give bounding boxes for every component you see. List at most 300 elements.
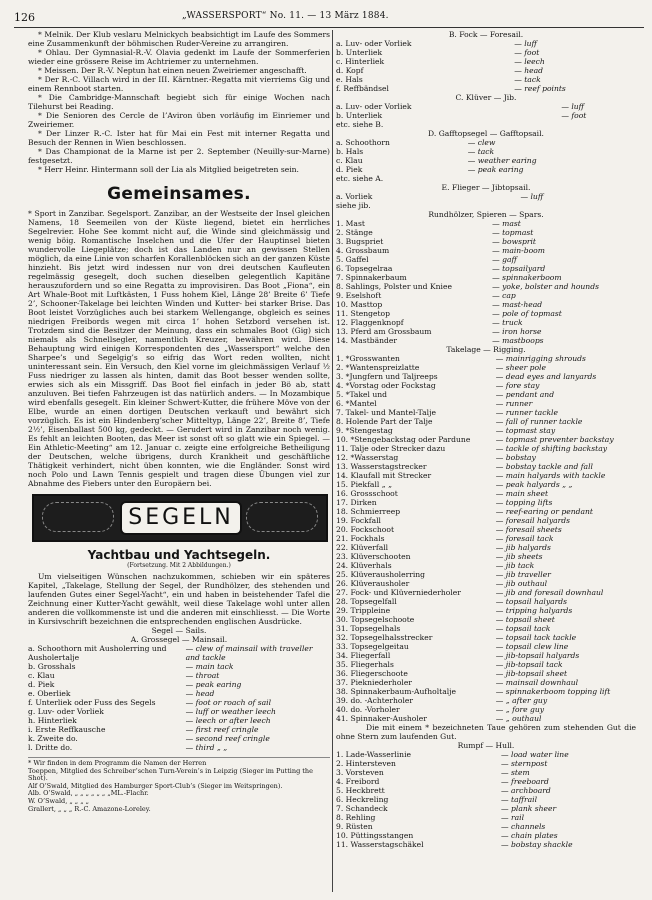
english-term: — runner: [495, 399, 533, 408]
glossary-row: [336, 192, 636, 201]
english-term: — jib-topsail tack: [495, 660, 563, 669]
german-term: 13. Wasserstagstrecker: [336, 462, 427, 471]
english-term: — peak earing: [185, 680, 242, 689]
glossary-row: [336, 795, 636, 804]
english-term: — jib-topsail sheet: [495, 669, 568, 678]
gemeinsames-heading: Gemeinsames.: [107, 184, 251, 204]
english-term: [468, 174, 636, 183]
english-term: — „ outhaul: [495, 714, 542, 723]
glossary-row: [336, 777, 636, 786]
glossary-row: [336, 822, 636, 831]
german-term: 7. Schandeck: [336, 804, 388, 813]
german-term: 40. do. -Vorholer: [336, 705, 400, 714]
german-term: f. Reffbändsel: [336, 84, 389, 93]
german-term: 9. Eselshoft: [336, 291, 382, 300]
german-term: 4. *Vorstag oder Fockstag: [336, 381, 436, 390]
glossary-row: [336, 606, 636, 615]
german-term: a. Schoothorn mit Ausholerring und: [28, 644, 167, 653]
glossary-row: [336, 300, 636, 309]
german-term: 8. Holende Part der Talje: [336, 417, 433, 426]
english-term: — pole of topmast: [492, 309, 562, 318]
news-note: * Die Senioren des Cercle de l’Aviron üben vorläufig im Einriemer und Zweiriemer.: [28, 111, 330, 129]
german-term: siehe jib.: [336, 201, 371, 210]
english-term: — yoke, bolster and hounds: [492, 282, 599, 291]
glossary-row: [336, 75, 636, 84]
german-term: 12. Flaggenknopf: [336, 318, 404, 327]
german-term: 37. Piekniederholer: [336, 678, 412, 687]
sails-heading: Segel — Sails.: [151, 626, 207, 635]
glossary-row: [336, 264, 636, 273]
german-term: etc. siehe A.: [336, 174, 384, 183]
glossary-row: [336, 651, 636, 660]
glossary-row: [336, 624, 636, 633]
rumpf-heading: Rumpf — Hull.: [457, 741, 515, 750]
english-term: — clew of mainsail with traveller: [185, 644, 313, 653]
english-term: — cap: [492, 291, 516, 300]
german-term: 3. *Jungfern und Taljreeps: [336, 372, 438, 381]
german-term: 23. Klüverschooten: [336, 552, 411, 561]
footnote-line: Toeppen, Mitglied des Schreiber’schen Turn-Verein’s in Leipzig (Sieger im Putting the Shot).: [28, 766, 313, 783]
glossary-row: [336, 273, 636, 282]
english-term: — freeboard: [501, 777, 549, 786]
german-term: 9. Rüsten: [336, 822, 373, 831]
glossary-row: [336, 426, 636, 435]
english-term: — „ fore guy: [495, 705, 545, 714]
german-term: etc. siehe B.: [336, 120, 384, 129]
fock-table: [336, 39, 636, 93]
glossary-row: [336, 399, 636, 408]
glossary-row: [336, 255, 636, 264]
german-term: 2. Hintersteven: [336, 759, 396, 768]
glossary-row: [28, 662, 330, 671]
german-term: b. Unterliek: [336, 48, 383, 57]
glossary-row: [336, 372, 636, 381]
german-term: 29. Trippleine: [336, 606, 391, 615]
glossary-row: [28, 689, 330, 698]
english-term: — main sheet: [495, 489, 549, 498]
fock-heading: B. Fock — Foresail.: [448, 30, 524, 39]
english-term: — bobstay tackle and fall: [495, 462, 593, 471]
english-term: — runner tackle: [495, 408, 558, 417]
gaff-heading: D. Gafftopsegel — Gafftopsail.: [428, 129, 544, 138]
german-term: a. Schoothorn: [336, 138, 390, 147]
german-term: Ausholertalje: [28, 653, 80, 662]
left-column: [28, 30, 330, 813]
english-term: — clew: [467, 138, 496, 147]
gaff-table: [336, 138, 636, 183]
english-term: — mainrigging shrouds: [495, 354, 586, 363]
german-term: d. Piek: [28, 680, 55, 689]
english-term: — tripping halyards: [495, 606, 573, 615]
german-term: 25. Klüverausholerring: [336, 570, 426, 579]
german-term: e. Hals: [336, 75, 363, 84]
footnote-line: * Wir finden in dem Programm die Namen der Herren: [28, 759, 207, 767]
german-term: a. Luv- oder Vorliek: [336, 102, 412, 111]
glossary-row: [336, 660, 636, 669]
german-term: 10. Masttop: [336, 300, 383, 309]
english-term: — second reef cringle: [185, 734, 270, 743]
news-note: * Ohlau. Der Gymnasial-R.-V. Olavia gedenkt im Laufe der Sommerferien wieder eine grössere Reise im Achtriemer zu unternehmen.: [28, 48, 330, 66]
german-term: 2. *Wantenspreizlatte: [336, 363, 420, 372]
glossary-row: [336, 597, 636, 606]
english-term: — jib outhaul: [495, 579, 548, 588]
glossary-row: [336, 111, 636, 120]
glossary-row: [336, 408, 636, 417]
german-term: c. Klau: [28, 671, 55, 680]
english-term: — main-boom: [492, 246, 545, 255]
glossary-row: [336, 219, 636, 228]
glossary-row: [336, 678, 636, 687]
german-term: 28. Topsegelfall: [336, 597, 397, 606]
glossary-row: [336, 615, 636, 624]
glossary-row: [336, 453, 636, 462]
german-term: 35. Fliegerhals: [336, 660, 394, 669]
yachtbau-title: Yachtbau und Yachtsegeln.: [87, 548, 271, 562]
rumpf-table: [336, 750, 636, 849]
header-rule: [14, 27, 644, 28]
english-term: — luff: [514, 39, 537, 48]
english-term: — tackle of shifting backstay: [495, 444, 608, 453]
english-term: — foresail halyards: [495, 516, 571, 525]
segeln-banner: [32, 494, 328, 542]
english-term: — leech or after leech: [185, 716, 271, 725]
english-term: — stem: [501, 768, 530, 777]
german-term: 11. Wasserstagschäkel: [336, 840, 424, 849]
english-term: — leech: [514, 57, 545, 66]
glossary-row: [336, 804, 636, 813]
english-term: — taffrail: [501, 795, 537, 804]
glossary-row: [336, 813, 636, 822]
german-term: 26. Klüverausholer: [336, 579, 410, 588]
english-term: — load water line: [501, 750, 569, 759]
page-header: [14, 11, 644, 25]
glossary-row: [336, 543, 636, 552]
glossary-row: [336, 156, 636, 165]
english-term: — fall of runner tackle: [495, 417, 583, 426]
flieger-table: [336, 192, 636, 210]
english-term: — foresail sheets: [495, 525, 562, 534]
german-term: 30. Topsegelschoote: [336, 615, 415, 624]
english-term: — mast: [492, 219, 521, 228]
english-term: — head: [514, 66, 544, 75]
german-term: 39. do. -Achterholer: [336, 696, 414, 705]
english-term: — reef points: [514, 84, 566, 93]
glossary-row: [336, 39, 636, 48]
english-term: — foresail tack: [495, 534, 554, 543]
english-term: [521, 201, 637, 210]
english-term: — topmast: [492, 228, 534, 237]
kluever-table: [336, 102, 636, 129]
german-term: 3. Vorsteven: [336, 768, 384, 777]
glossary-row: [336, 516, 636, 525]
german-term: c. Hinterliek: [336, 57, 385, 66]
german-term: 31. Topsegelhals: [336, 624, 401, 633]
german-term: 22. Klüverfall: [336, 543, 389, 552]
glossary-row: [336, 363, 636, 372]
english-term: — mastboops: [492, 336, 544, 345]
german-term: 4. Freibord: [336, 777, 380, 786]
german-term: f. Unterliek oder Fuss des Segels: [28, 698, 156, 707]
german-term: i. Erste Reffkausche: [28, 725, 106, 734]
english-term: — topsailyard: [492, 264, 546, 273]
english-term: — fore stay: [495, 381, 540, 390]
glossary-row: [336, 750, 636, 759]
news-note: * Der Linzer R.-C. Ister hat für Mai ein Fest mit interner Regatta und Besuch der Rennen in Wien beschlossen.: [28, 129, 330, 147]
german-term: 27. Fock- und Klüverniederholer: [336, 588, 461, 597]
english-term: — spinnakerboom: [492, 273, 562, 282]
takelage-note: Die mit einem * bezeichneten Taue gehören zum stehenden Gut die ohne Stern zum laufenden Gut.: [336, 723, 636, 741]
footnote-line: Alb. O’Swald, „ „ „ „ „ „ „ML.-Flachr.: [28, 789, 149, 798]
german-term: 1. Lade-Wasserlinie: [336, 750, 411, 759]
glossary-row: [336, 579, 636, 588]
german-term: 21. Fockhals: [336, 534, 385, 543]
german-term: 13. Pferd am Grossbaum: [336, 327, 432, 336]
german-term: 36. Fliegerschoote: [336, 669, 408, 678]
ornament-right: [246, 502, 318, 532]
running-title: „WASSERSPORT“ No. 11. — 13 März 1884.: [182, 11, 389, 21]
glossary-row: [336, 282, 636, 291]
german-term: 8. Sahlings, Polster und Kniee: [336, 282, 452, 291]
german-term: 24. Klüverhals: [336, 561, 392, 570]
english-term: — bobstay: [495, 453, 536, 462]
german-term: 11. Talje oder Strecker dazu: [336, 444, 446, 453]
english-term: — foot: [561, 111, 587, 120]
glossary-row: [336, 633, 636, 642]
yachtbau-subtitle: (Fortsetzung. Mit 2 Abbildungen.): [127, 562, 231, 569]
german-term: b. Grosshals: [28, 662, 76, 671]
english-term: — channels: [501, 822, 546, 831]
english-term: — jib tack: [495, 561, 535, 570]
english-term: — topping lifts: [495, 498, 553, 507]
german-term: 10. *Stengebackstag oder Pardune: [336, 435, 471, 444]
german-term: 32. Topsegelhalsstrecker: [336, 633, 433, 642]
english-term: — topsail tack tackle: [495, 633, 577, 642]
german-term: 38. Spinnakerbaum-Aufholtalje: [336, 687, 456, 696]
german-term: 3. Bugspriet: [336, 237, 384, 246]
grossegel-table: [28, 644, 330, 752]
german-term: 6. *Mantel: [336, 399, 377, 408]
english-term: — peak halyards „ „: [495, 480, 573, 489]
german-term: 1. Mast: [336, 219, 365, 228]
glossary-row: [336, 102, 636, 111]
segeln-banner-text: SEGELN: [120, 501, 242, 535]
glossary-row: [28, 698, 330, 707]
german-term: 18. Schmierreep: [336, 507, 401, 516]
glossary-row: [336, 120, 636, 129]
glossary-row: [336, 237, 636, 246]
glossary-row: [336, 498, 636, 507]
german-term: 7. Takel- und Mantel-Talje: [336, 408, 436, 417]
glossary-row: [336, 534, 636, 543]
english-term: — dead eyes and lanyards: [495, 372, 597, 381]
german-term: 19. Fockfall: [336, 516, 381, 525]
spieren-heading: Rundhölzer, Spieren — Spars.: [428, 210, 544, 219]
footnote-line: Alf O’Swald, Mitglied des Hamburger Sport-Club’s (Sieger im Weitspringen).: [28, 781, 283, 790]
glossary-row: [336, 561, 636, 570]
german-term: 8. Rehling: [336, 813, 376, 822]
news-note: * Die Cambridge-Mannschaft begiebt sich für einige Wochen nach Tilehurst bei Reading.: [28, 93, 330, 111]
takelage-table: [336, 354, 636, 723]
glossary-row: [336, 489, 636, 498]
glossary-row: [336, 48, 636, 57]
glossary-row: [28, 725, 330, 734]
english-term: — luff or weather leech: [185, 707, 276, 716]
english-term: — sheer pole: [495, 363, 546, 372]
german-term: b. Unterliek: [336, 111, 383, 120]
german-term: 5. Heckbrett: [336, 786, 385, 795]
column-divider: [332, 30, 333, 892]
german-term: 15. Piekfall „ „: [336, 480, 393, 489]
english-term: — topsail sheet: [495, 615, 555, 624]
glossary-row: [336, 66, 636, 75]
kluever-heading: C. Klüver — Jib.: [455, 93, 517, 102]
glossary-row: [336, 246, 636, 255]
english-term: — tack: [514, 75, 541, 84]
english-term: — topsail tack: [495, 624, 551, 633]
english-term: — truck: [492, 318, 523, 327]
glossary-row: [336, 381, 636, 390]
english-term: — chain plates: [501, 831, 558, 840]
glossary-row: [336, 318, 636, 327]
glossary-row: [336, 147, 636, 156]
german-term: 6. Heckreling: [336, 795, 389, 804]
english-term: — topmast preventer backstay: [495, 435, 614, 444]
ornament-left: [42, 502, 114, 532]
glossary-row: [28, 707, 330, 716]
glossary-row: [336, 84, 636, 93]
english-term: — luff: [520, 192, 544, 201]
glossary-row: [336, 471, 636, 480]
glossary-row: [28, 644, 330, 653]
english-term: — topmast stay: [495, 426, 556, 435]
german-term: c. Klau: [336, 156, 363, 165]
german-term: 17. Dirken: [336, 498, 377, 507]
german-term: 1. *Grosswanten: [336, 354, 400, 363]
news-note: * Das Championat de la Marne ist per 2. September (Neuilly-sur-Marne) festgesetzt.: [28, 147, 330, 165]
footnote-line: Grallert, „ „ „ R.-C. Amazone-Loreley.: [28, 804, 151, 813]
english-term: — tack: [467, 147, 495, 156]
glossary-row: [336, 417, 636, 426]
german-term: 33. Topsegelgeitau: [336, 642, 409, 651]
german-term: l. Dritte do.: [28, 743, 73, 752]
glossary-row: [336, 786, 636, 795]
english-term: — foot or roach of sail: [185, 698, 272, 707]
english-term: — topsail halyards: [495, 597, 568, 606]
english-term: — bowsprit: [492, 237, 536, 246]
english-term: — jib sheets: [495, 552, 543, 561]
english-term: — mainsail downhaul: [495, 678, 579, 687]
glossary-row: [336, 768, 636, 777]
glossary-row: [336, 138, 636, 147]
english-term: — jib-topsail halyards: [495, 651, 580, 660]
english-term: — reef-earing or pendant: [495, 507, 593, 516]
german-term: 11. Stengetop: [336, 309, 390, 318]
glossary-row: [336, 390, 636, 399]
flieger-heading: E. Flieger — Jibtopsail.: [441, 183, 531, 192]
german-term: 6. Topsegelraa: [336, 264, 393, 273]
news-note: * Der R.-C. Villach wird in der III. Kärntner.-Regatta mit vierriems Gig und einem Rennboot starten.: [28, 75, 330, 93]
german-term: 2. Stänge: [336, 228, 373, 237]
english-term: — throat: [185, 671, 220, 680]
footnote-line: W. O’Swald, „ „ „ „: [28, 796, 90, 805]
german-term: e. Oberliek: [28, 689, 71, 698]
english-term: — jib and foresail downhaul: [495, 588, 604, 597]
english-term: — gaff: [492, 255, 517, 264]
german-term: h. Hinterliek: [28, 716, 77, 725]
english-term: — mast-head: [492, 300, 543, 309]
glossary-row: [336, 165, 636, 174]
glossary-row: [336, 462, 636, 471]
glossary-row: [336, 435, 636, 444]
english-term: — main tack: [185, 662, 234, 671]
english-term: — archboard: [501, 786, 551, 795]
glossary-row: [336, 354, 636, 363]
spieren-table: [336, 219, 636, 345]
glossary-row: [336, 831, 636, 840]
right-column: [336, 30, 636, 849]
glossary-row: [28, 680, 330, 689]
english-term: — jib halyards: [495, 543, 551, 552]
german-term: 14. Mastbänder: [336, 336, 398, 345]
takelage-heading: Takelage — Rigging.: [446, 345, 526, 354]
english-term: — spinnakerboom topping lift: [495, 687, 611, 696]
german-term: 20. Fockschoot: [336, 525, 395, 534]
english-term: — first reef cringle: [185, 725, 259, 734]
glossary-row: [28, 743, 330, 752]
news-note: * Herr Heinr. Hintermann soll der Lia als Mitglied beigetreten sein.: [38, 165, 299, 174]
german-term: a. Luv- oder Vorliek: [336, 39, 412, 48]
glossary-row: [336, 507, 636, 516]
german-term: 5. Gaffel: [336, 255, 369, 264]
glossary-row: [336, 480, 636, 489]
news-notes: [28, 30, 330, 174]
news-note: * Melnik. Der Klub veslaru Melnickych beabsichtigt im Laufe des Sommers eine Zusammenkunft der böhmischen Ruder-Vereine zu arrangiren.: [28, 30, 330, 48]
german-term: b. Hals: [336, 147, 364, 156]
glossary-row: [336, 642, 636, 651]
page-number: 126: [14, 11, 35, 24]
german-term: 12. *Wasserstag: [336, 453, 399, 462]
german-term: 5. *Takel und: [336, 390, 388, 399]
german-term: 9. *Stengestag: [336, 426, 393, 435]
german-term: 7. Spinnakerbaum: [336, 273, 407, 282]
glossary-row: [336, 444, 636, 453]
english-term: — pendant and: [495, 390, 555, 399]
glossary-row: [28, 734, 330, 743]
english-term: and tackle: [185, 653, 226, 662]
english-term: — jib traveller: [495, 570, 551, 579]
glossary-row: [28, 716, 330, 725]
english-term: — peak earing: [467, 165, 524, 174]
footnote: [28, 757, 330, 813]
german-term: g. Luv- oder Vorliek: [28, 707, 104, 716]
glossary-row: [336, 687, 636, 696]
glossary-row: [336, 525, 636, 534]
english-term: — main halyards with tackle: [495, 471, 606, 480]
english-term: — third „ „: [185, 743, 228, 752]
english-term: — weather earing: [467, 156, 537, 165]
english-term: — bobstay shackle: [501, 840, 573, 849]
german-term: a. Vorliek: [336, 192, 373, 201]
glossary-row: [336, 759, 636, 768]
glossary-row: [336, 309, 636, 318]
glossary-row: [336, 570, 636, 579]
glossary-row: [336, 57, 636, 66]
german-term: 4. Grossbaum: [336, 246, 390, 255]
german-term: k. Zweite do.: [28, 734, 78, 743]
german-term: 14. Klaufall mit Strecker: [336, 471, 432, 480]
glossary-row: [28, 671, 330, 680]
german-term: 16. Grossschoot: [336, 489, 398, 498]
